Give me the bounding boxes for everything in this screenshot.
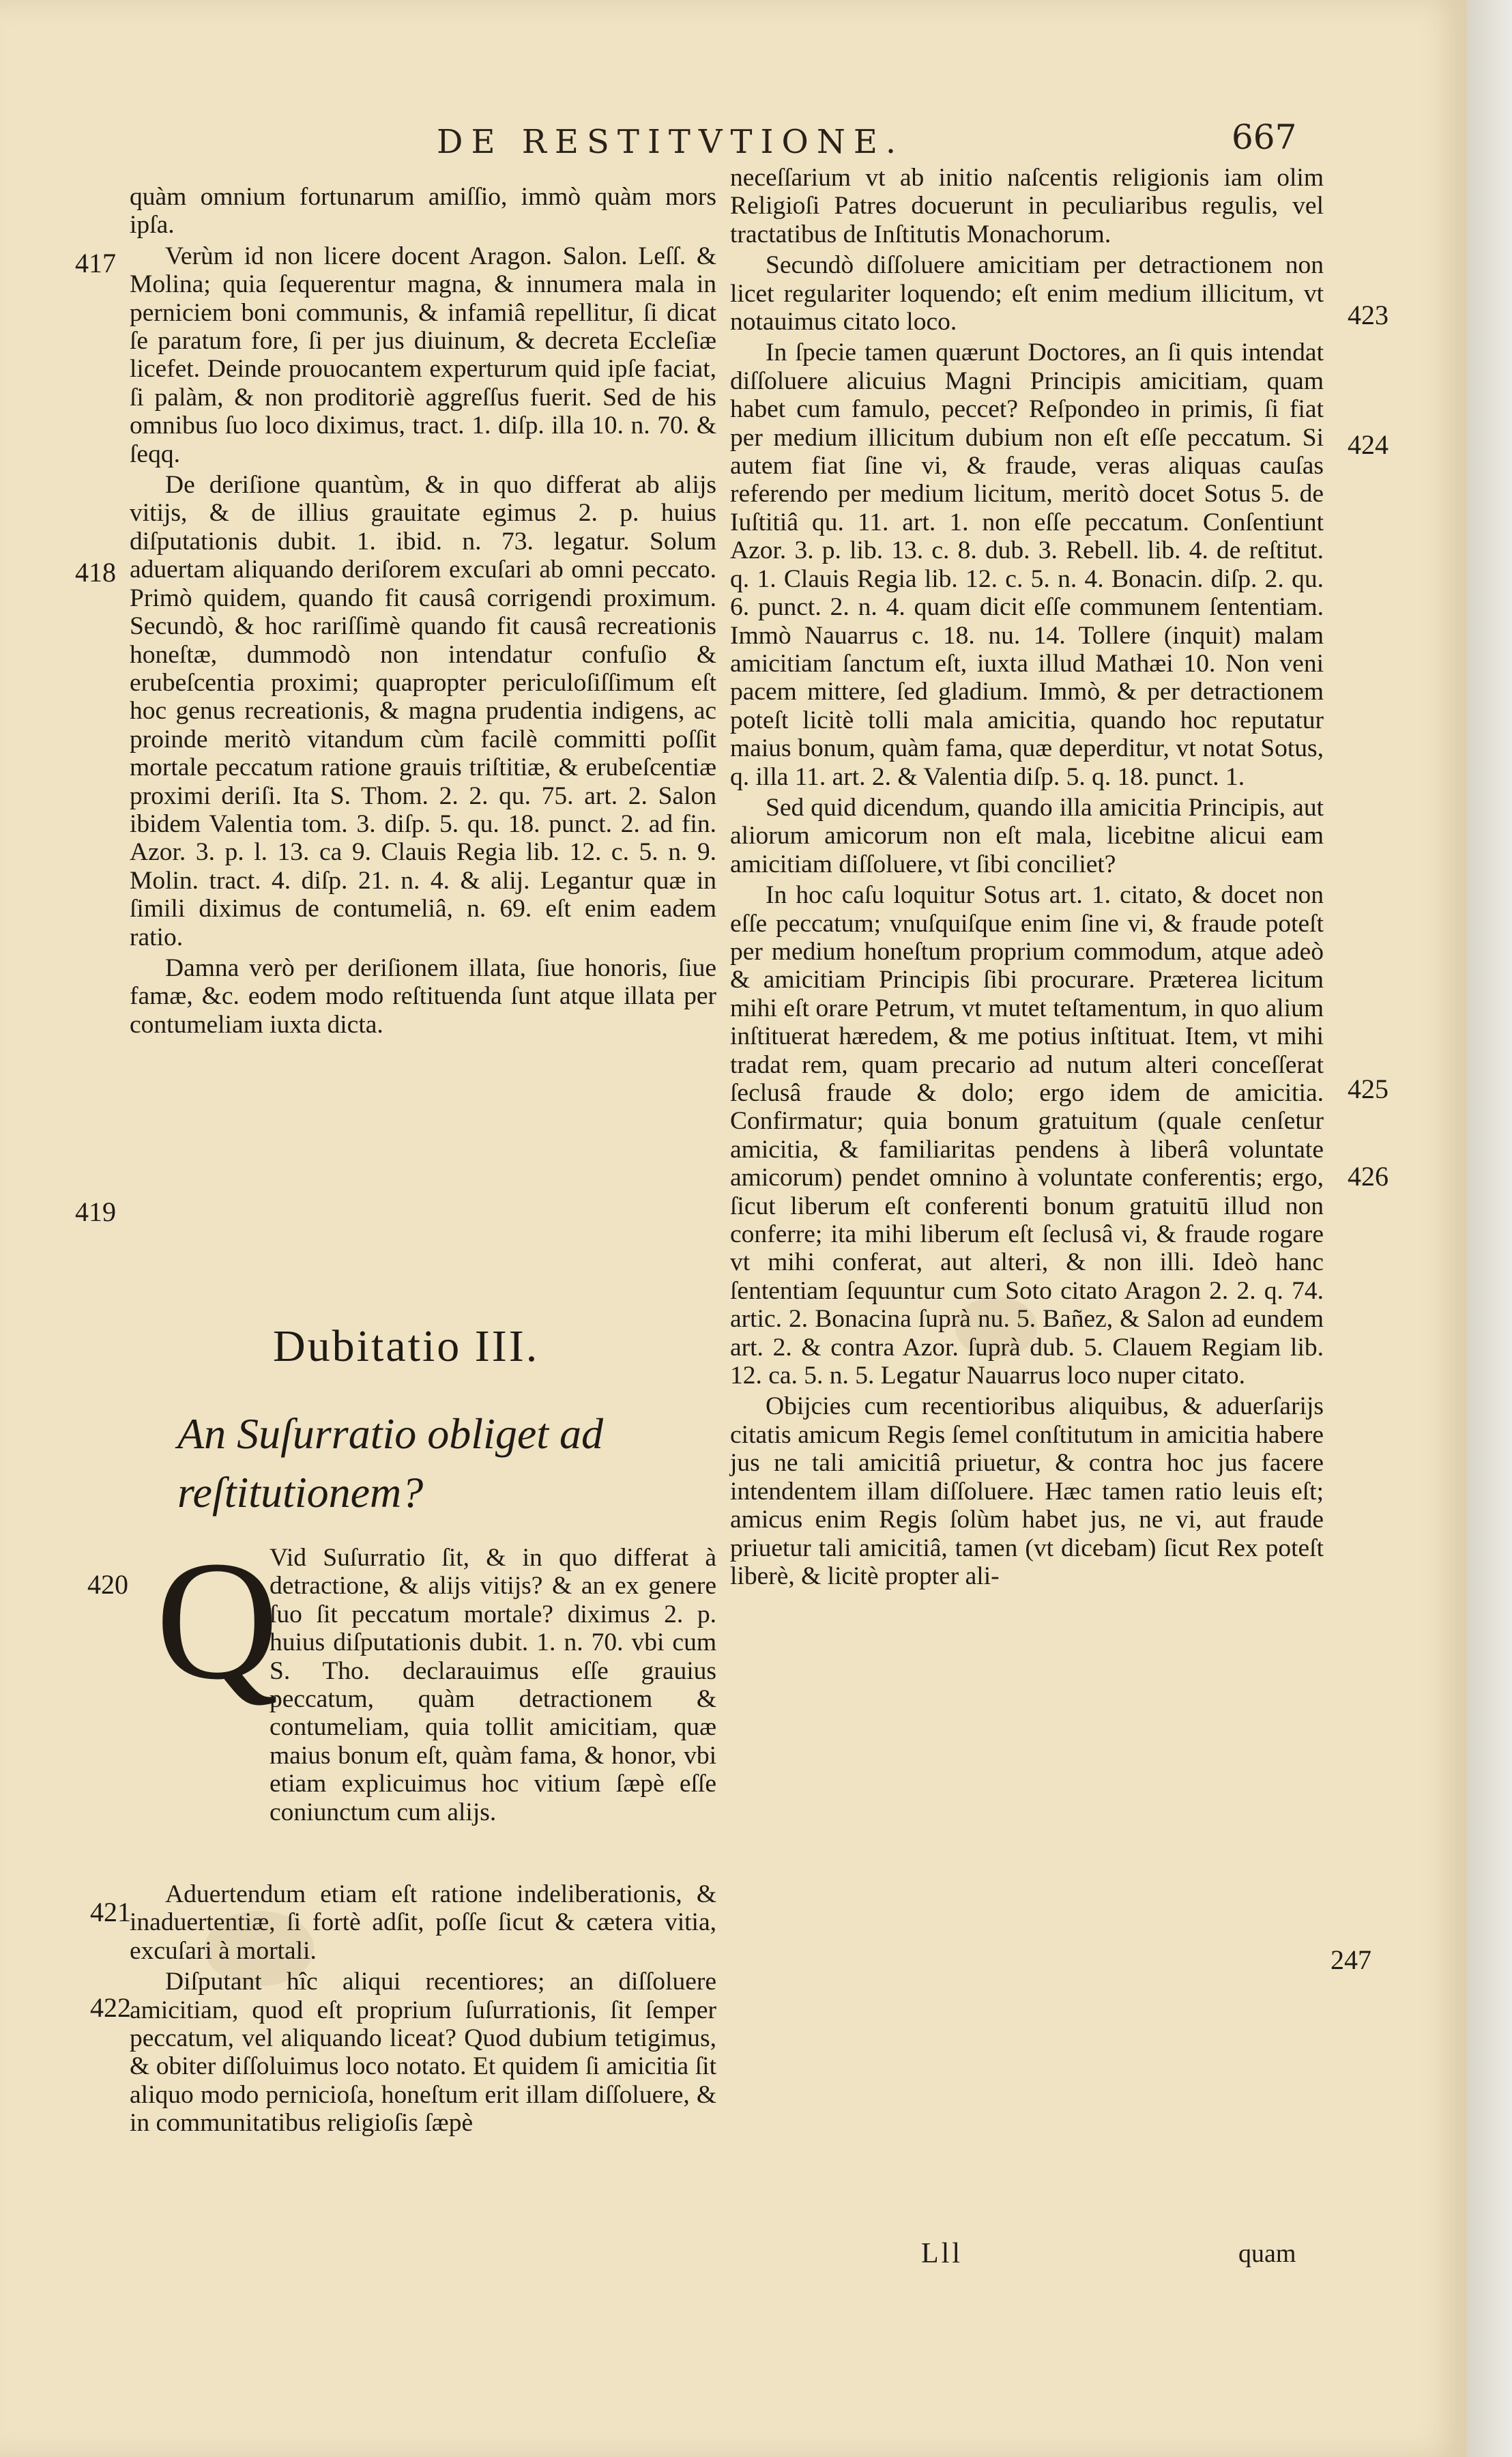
margin-number-427: 247	[1331, 1944, 1371, 1975]
paragraph-418: De deriſione quantùm, & in quo differat ab alijs vitijs, & de illius grauitate egimus 2. p. huius diſputationis dubit. 1. ibid. n. 73. legatur. Solum aduertam aliquando deriſorem excuſari ab omni peccato. Primò quidem, quando fit causâ corrigendi proximum. Secundò, & hoc rariſſimè quando fit causâ recreationis honeſtæ, dummodò non intendatur confuſio & erubeſcentia proximi; quapropter periculoſiſſimum eſt hoc genus recreationis, & magna prudentia indigens, ac proinde meritò vitandum cùm facilè committi poſſit mortale peccatum ratione grauis triſtitiæ, & erubeſcentiæ proximi deriſi. Ita S. Thom. 2. 2. qu. 75. art. 2. Salon ibidem Valentia tom. 3. diſp. 5. qu. 18. punct. 2. ad fin. Azor. 3. p. l. 13. ca 9. Clauis Regia lib. 12. c. 5. n. 9. Molin. tract. 4. diſp. 21. n. 4. & alij. Legantur quæ in ſimili diximus de contumeliâ, n. 69. eſt enim eadem ratio.	[130, 471, 716, 951]
paragraph-423: Secundò diſſoluere amicitiam per detractionem non licet regulariter loquendo; eſt enim medium illicitum, vt notauimus citato loco.	[730, 251, 1324, 336]
catchword: quam	[1238, 2239, 1296, 2268]
margin-number-421: 421	[90, 1897, 131, 1927]
left-column-top	[130, 183, 716, 1039]
paragraph-426: In hoc caſu loquitur Sotus art. 1. citato, & docet non eſſe peccatum; vnuſquiſque enim ſine vi, & fraude poteſt per medium honeſtum proprium commodum, atque adeò & amicitiam Principis ſibi procurare. Præterea licitum mihi eſt orare Petrum, vt mutet teſtamentum, in quo alium inſtituerat hæredem, & me potius inſtituat. Item, vt mihi tradat rem, quam precario ad nutum alteri conceſſerat ſeclusâ fraude & dolo; ergo idem de amicitia. Confirmatur; quia bonum gratuitum (quale cenſetur amicitia, & familiaritas pendens à liberâ voluntate amicorum) pendet omnino à voluntate conferentis; ergo, ſicut liberum eſt conferenti bonum gratuitū illud non conferre; ita mihi liberum eſt ſeclusâ vi, & fraude rogare vt mihi conferat, aut alteri, & non illi. Ideò hanc ſententiam ſequuntur cum Soto citato Aragon 2. 2. q. 74. artic. 2. Bonacina ſuprà nu. 5. Bañez, & Salon ad eundem art. 2. & contra Azor. ſuprà dub. 5. Clauem Regiam lib. 12. ca. 5. n. 5. Legatur Nauarrus loco nuper citato.	[730, 881, 1324, 1390]
margin-number-422: 422	[90, 1992, 131, 2023]
margin-number-425: 425	[1348, 1074, 1389, 1104]
page-edge	[1467, 0, 1512, 2457]
paragraph-421: Aduertendum etiam eſt ratione indeliberationis, & inaduertentiæ, ſi fortè adſit, poſſe ſicut & cætera vitia, excuſari à mortali.	[130, 1880, 716, 1965]
paragraph-425: Sed quid dicendum, quando illa amicitia Principis, aut aliorum amicorum non eſt mala, licebitne alicui eam amicitiam diſſoluere, vt ſibi conciliet?	[730, 793, 1324, 878]
paragraph-424: In ſpecie tamen quærunt Doctores, an ſi quis intendat diſſoluere alicuius Magni Principis amicitiam, quam habet cum famulo, peccet? Reſpondeo in primis, ſi fiat per medium illicitum dubium non eſt eſſe peccatum. Si autem fiat ſine vi, & fraude, veras aliquas cauſas referendo per medium licitum, meritò docet Sotus 5. de Iuſtitiâ qu. 11. art. 1. non eſſe peccatum. Conſentiunt Azor. 3. p. lib. 13. c. 8. dub. 3. Rebell. lib. 4. de reſtitut. q. 1. Clauis Regia lib. 12. c. 5. n. 4. Bonacin. diſp. 2. qu. 6. punct. 2. n. 4. quam dicit eſſe communem ſententiam. Immò Nauarrus c. 18. nu. 14. Tollere (inquit) malam amicitiam ſanctum eſt, iuxta illud Mathæi 10. Non veni pacem mittere, ſed gladium. Immò, & per detractionem poteſt licitè tolli mala amicitia, quando hoc reputatur maius bonum, quàm fama, quæ deperditur, vt notat Sotus, q. illa 11. art. 2. & Valentia diſp. 5. q. 18. punct. 1.	[730, 339, 1324, 791]
margin-number-419: 419	[75, 1196, 116, 1227]
drop-capital: Q	[156, 1526, 279, 1715]
margin-number-420: 420	[87, 1569, 128, 1600]
margin-number-423: 423	[1348, 300, 1389, 330]
section-subheading: An Suſurratio obliget ad reſtitutionem?	[177, 1409, 603, 1517]
paragraph-intro-right: neceſſarium vt ab initio naſcentis religionis iam olim Religioſi Patres docuerunt in peculiaribus regulis, vel tractatibus de Inſtitutis Monachorum.	[730, 164, 1324, 248]
running-head: DE RESTITVTIONE.	[437, 123, 905, 161]
signature-mark: Lll	[921, 2238, 963, 2269]
left-column-bottom	[130, 1880, 716, 2138]
paragraph-417: Verùm id non licere docent Aragon. Salon. Leſſ. & Molina; quia ſequerentur magna, & innumera mala in perniciem boni communis, & infamiâ repellitur, ſi dicat ſe paratum fore, ſi per jus diuinum, & decreta Eccleſiæ licefet. Deinde prouocantem experturum quid ipſe faciat, ſi palàm, & non proditoriè aggreſſus fuerit. Sed de his omnibus ſuo loco diximus, tract. 1. diſp. illa 10. n. 70. & ſeqq.	[130, 242, 716, 468]
left-column-dropcap-block	[270, 1544, 716, 1826]
section-heading: Dubitatio III.	[273, 1321, 540, 1371]
margin-number-424: 424	[1348, 429, 1389, 460]
page-number: 667	[1232, 117, 1297, 157]
paragraph-422: Diſputant hîc aliqui recentiores; an diſſoluere amicitiam, quod eſt proprium ſuſurrationis, ſit ſemper peccatum, vel aliquando liceat? Quod dubium tetigimus, & obiter diſſoluimus loco notato. Et quidem ſi amicitia ſit aliquo modo pernicioſa, honeſtum erit illam diſſoluere, & in communitatibus religioſis ſæpè	[130, 1968, 716, 2138]
margin-number-418: 418	[75, 557, 116, 588]
margin-number-426: 426	[1348, 1161, 1389, 1192]
paragraph-427: Obijcies cum recentioribus aliquibus, & aduerſarijs citatis amicum Regis ſemel conſtitutum in amicitia habere jus ne tali amicitiâ priuetur, & contra hoc jus facere intendentem illam diſſoluere. Hæc tamen ratio leuis eſt; amicus enim Regis ſolùm habet jus, ne vi, aut fraude priuetur tali amicitiâ, tamen (vt dicebam) ſicut Rex poteſt liberè, & licitè propter ali-	[730, 1392, 1324, 1590]
paragraph-intro-left: quàm omnium fortunarum amiſſio, immò quàm mors ipſa.	[130, 183, 716, 240]
paragraph-419: Damna verò per deriſionem illata, ſiue honoris, ſiue famæ, &c. eodem modo reſtituenda ſunt atque illata per contumeliam iuxta dicta.	[130, 953, 716, 1039]
margin-number-417: 417	[75, 248, 116, 278]
paragraph-420: Vid Suſurratio ſit, & in quo differat à detractione, & alijs vitijs? & an ex genere ſuo ſit peccatum mortale? diximus 2. p. huius diſputationis dubit. 1. n. 70. vbi cum S. Tho. declarauimus eſſe grauius peccatum, quàm detractionem & contumeliam, quia tollit amicitiam, quæ maius bonum eſt, quàm fama, & honor, vbi etiam explicuimus hoc vitium ſæpè eſſe coniunctum cum alijs.	[270, 1544, 716, 1826]
right-column	[730, 164, 1324, 1590]
